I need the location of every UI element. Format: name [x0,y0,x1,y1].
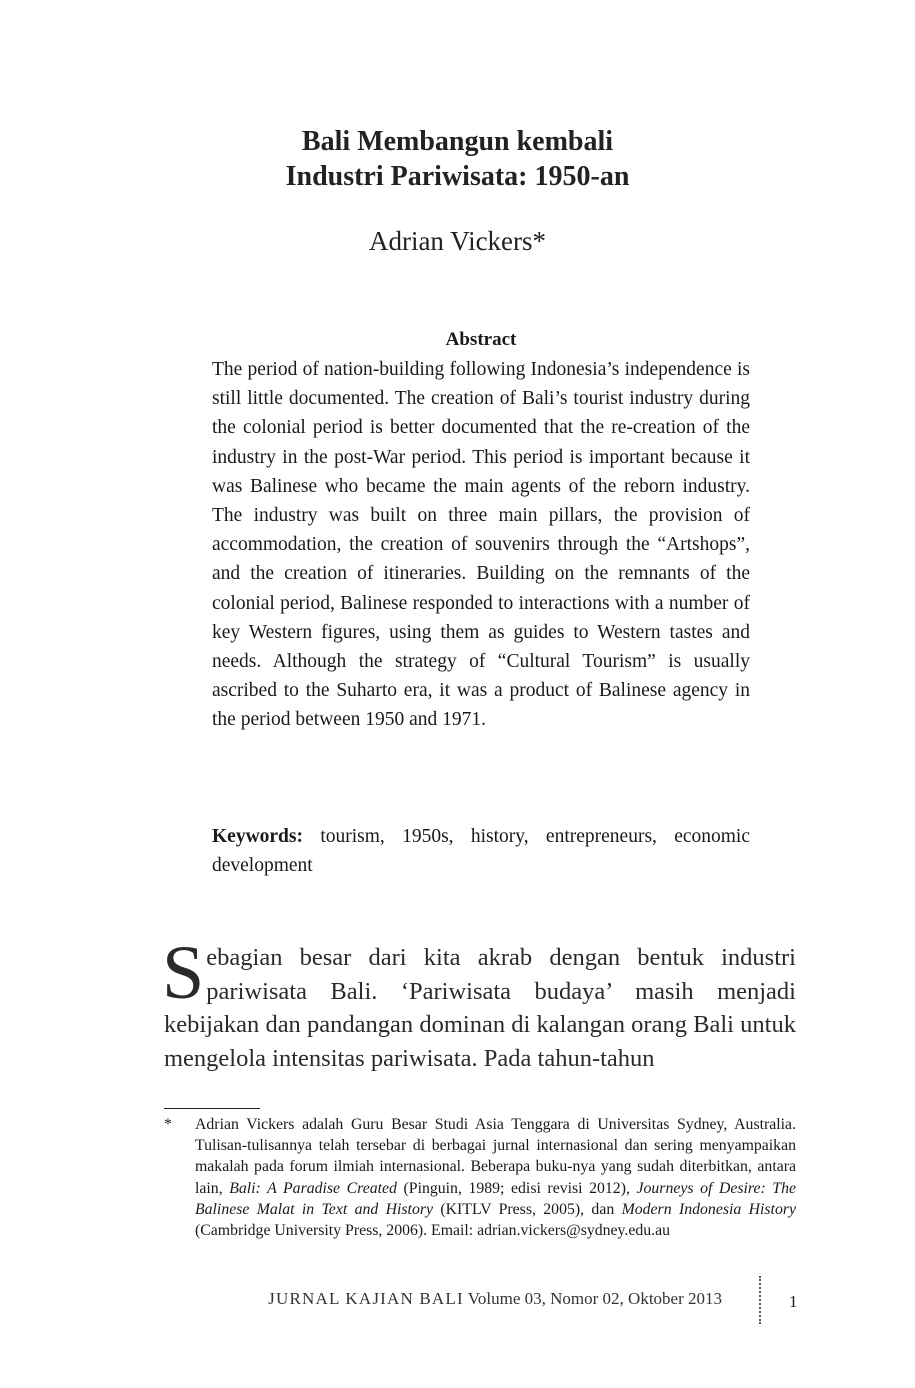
footnote-mark: * [164,1116,172,1133]
article-title [0,124,915,194]
title-line-1: Bali Membangun kembali [301,126,614,157]
book-title-2: Journeys of Desire: The Balinese Malat in Text and History [195,1179,796,1218]
page-footer [230,1289,722,1309]
footnote-text-2: (Pinguin, 1989; edisi revisi 2012), [396,1179,637,1197]
journal-name: JURNAL KAJIAN BALI [268,1289,464,1308]
page-number: 1 [789,1292,798,1311]
keywords-list: tourism, 1950s, history, entrepreneurs, economic development [212,826,751,876]
body-text: ebagian besar dari kita akrab dengan bentuk industri pariwisata Bali. ‘Pariwisata budaya’ masih menjadi kebijakan dan pandangan dominan di kalangan orang Bali untuk mengelola intensitas pariwisata. Pada tahun-tahun [164,944,796,1072]
body-paragraph [162,931,796,1075]
footnote-rule [164,1108,260,1109]
title-line-2: Industri Pariwisata: 1950-an [285,161,630,192]
footnote [164,1114,796,1241]
book-title-1: Bali: A Paradise Created [229,1179,397,1197]
footnote-text [195,1114,796,1241]
book-title-3: Modern Indonesia History [621,1200,797,1218]
keywords [212,822,750,880]
footnote-text-4: (Cambridge University Press, 2006). Email: adrian.vickers@sydney.edu.au [195,1222,671,1240]
footnote-text-1: Adrian Vickers adalah Guru Besar Studi Asia Tenggara di Universitas Sydney, Australia. Tulisan-tulisannya telah tersebar di berbagai jurnal internasional dan sering menyampaikan makalah pada forum ilmiah internasional. Beberapa buku-nya yang sudah diterbitkan, antara lain, [195,1116,796,1197]
author-name: Adrian Vickers* [368,226,547,256]
footnote-text-3: (KITLV Press, 2005), dan [433,1200,622,1218]
footer-dotted-divider [759,1276,761,1324]
keywords-label: Keywords: [212,826,303,847]
abstract-heading: Abstract [445,329,517,350]
drop-cap: S [162,931,205,1015]
abstract-text: The period of nation-building following Indonesia’s independence is still little documented. The creation of Bali’s tourist industry during the colonial period is better documented that the re-creation of the industry in the post-War period. This period is important because it was Balinese who became the main agents of the reborn industry. The industry was built on three main pillars, the provision of accommodation, the creation of souvenirs through the “Artshops”, and the creation of itineraries. Building on the remnants of the colonial period, Balinese responded to interactions with a number of key Western figures, using them as guides to Western tastes and needs. Although the strategy of “Cultural Tourism” is usually ascribed to the Suharto era, it was a product of Balinese agency in the period between 1950 and 1971. [212,359,750,731]
journal-issue: Volume 03, Nomor 02, Oktober 2013 [463,1289,722,1308]
